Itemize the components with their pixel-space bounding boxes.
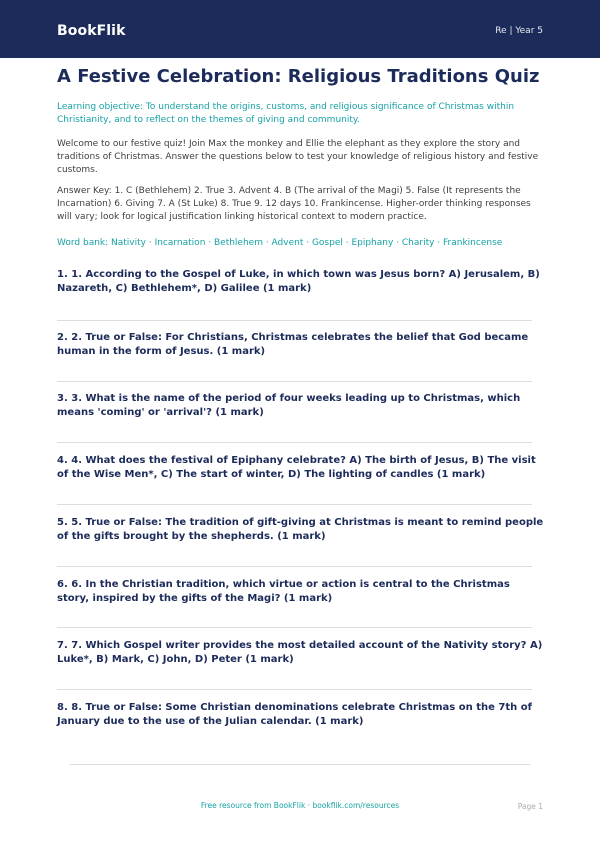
- intro-text: Welcome to our festive quiz! Join Max the monkey and Ellie the elephant as they explore the story and traditions of Christmas. Answer the questions below to test your knowledge of religious history and festive customs.: [57, 139, 539, 175]
- footer-credit-link[interactable]: Free resource from BookFlik · bookflik.com/resources: [200, 801, 400, 810]
- word-bank: Word bank: Nativity · Incarnation · Bethlehem · Advent · Gospel · Epiphany · Charity · Frankincense: [57, 238, 503, 248]
- brand-logo-text[interactable]: BookFlik: [57, 23, 126, 39]
- subject-year-label: Re | Year 5: [495, 26, 543, 36]
- answer-line-3[interactable]: [57, 442, 532, 443]
- question-1: 1. 1. According to the Gospel of Luke, in which town was Jesus born? A) Jerusalem, B) Nazareth, C) Bethlehem*, D) Galilee (1 mark): [57, 269, 540, 294]
- question-4: 4. 4. What does the festival of Epiphany celebrate? A) The birth of Jesus, B) The visit of the Wise Men*, C) The start of winter, D) The lighting of candles (1 mark): [57, 455, 536, 480]
- learning-objective: Learning objective: To understand the origins, customs, and religious significance of Christmas within Christianity, and to reflect on the themes of giving and community.: [57, 102, 515, 125]
- answer-line-4[interactable]: [57, 504, 532, 505]
- question-2: 2. 2. True or False: For Christians, Christmas celebrates the belief that God became human in the form of Jesus. (1 mark): [57, 332, 529, 357]
- page-title: A Festive Celebration: Religious Traditions Quiz: [57, 66, 540, 87]
- answer-line-2[interactable]: [57, 381, 532, 382]
- page-header: [0, 0, 600, 58]
- answer-key: Answer Key: 1. C (Bethlehem) 2. True 3. Advent 4. B (The arrival of the Magi) 5. False (It represents the Incarnation) 6. Giving 7. A (St Luke) 8. True 9. 12 days 10. Frankincense. Higher-order thinking responses will vary; look for logical justification linking historical context to modern practice.: [57, 186, 531, 222]
- footer-divider: [70, 764, 530, 765]
- page-number: Page 1: [517, 802, 543, 811]
- question-8: 8. 8. True or False: Some Christian denominations celebrate Christmas on the 7th of January due to the use of the Julian calendar. (1 mark): [57, 702, 532, 727]
- question-7: 7. 7. Which Gospel writer provides the most detailed account of the Nativity story? A) Luke*, B) Mark, C) John, D) Peter (1 mark): [57, 640, 543, 665]
- answer-line-1[interactable]: [57, 320, 532, 321]
- question-6: 6. 6. In the Christian tradition, which virtue or action is central to the Christmas story, inspired by the gifts of the Magi? (1 mark): [57, 579, 510, 604]
- question-3: 3. 3. What is the name of the period of four weeks leading up to Christmas, which means 'coming' or 'arrival'? (1 mark): [57, 393, 521, 418]
- answer-line-5[interactable]: [57, 566, 532, 567]
- answer-line-7[interactable]: [57, 689, 532, 690]
- answer-line-6[interactable]: [57, 627, 532, 628]
- question-5: 5. 5. True or False: The tradition of gift-giving at Christmas is meant to remind people of the gifts brought by the shepherds. (1 mark): [57, 517, 544, 542]
